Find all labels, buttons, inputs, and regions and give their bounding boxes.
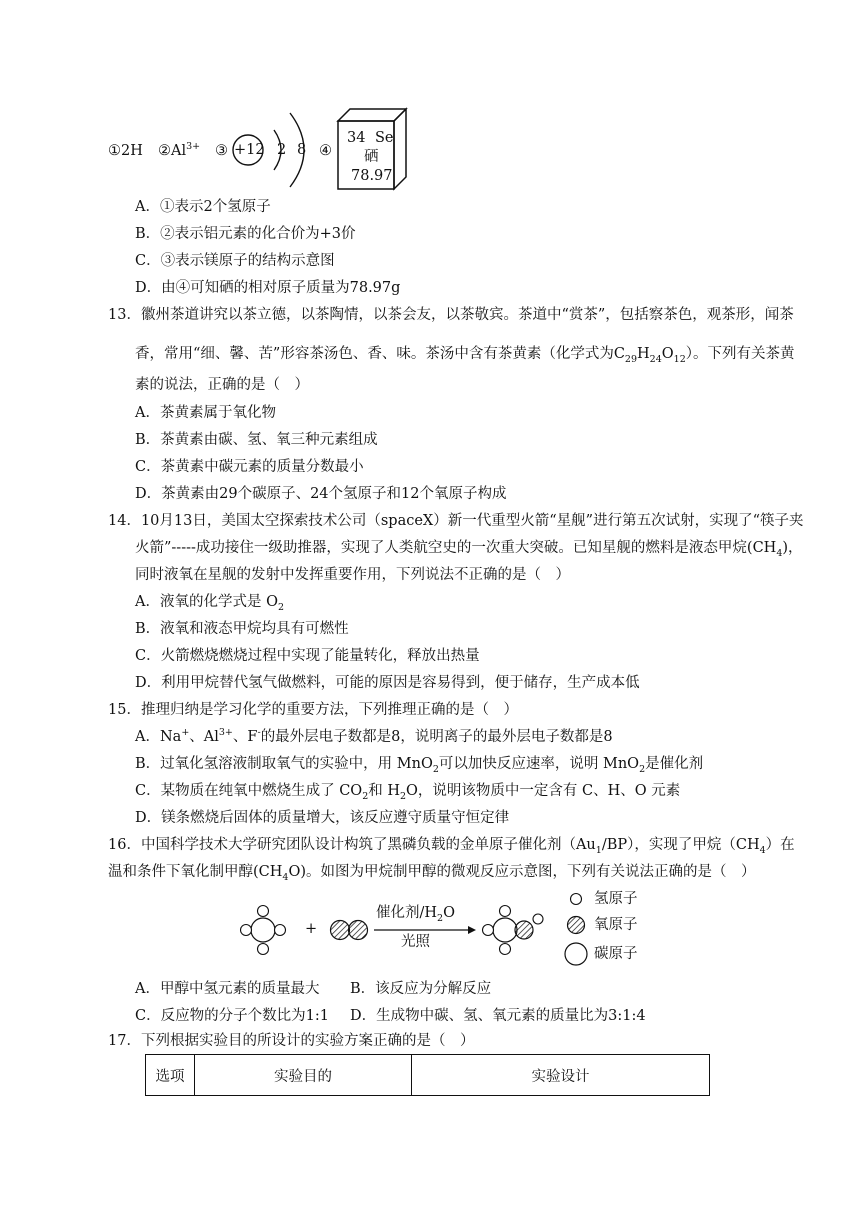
q16-option-d: D．生成物中碳、氢、氧元素的质量比为3:1:4 (350, 1008, 646, 1024)
element-atomic-mass: 78.97 (351, 168, 393, 184)
q15-a-3: 、F (232, 729, 258, 745)
q13-line2-pre: 香，常用“细、馨、苦”形容茶汤色、香、味。茶汤中含有茶黄素（化学式为C (135, 346, 625, 362)
q13-option-b: B．茶黄素由碳、氢、氧三种元素组成 (135, 432, 378, 448)
q15-c-1: C．某物质在纯氧中燃烧生成了 CO (135, 783, 363, 799)
header-design: 实验设计 (412, 1055, 710, 1096)
q12-option-a: A．①表示2个氢原子 (135, 199, 271, 215)
q13-stem-line2 (135, 344, 795, 364)
q15-b-sub2: 2 (639, 763, 646, 775)
q12-option-b: B．②表示铝元素的化合价为+3价 (135, 226, 356, 242)
q13-sub-c: 29 (624, 353, 638, 365)
q13-option-d: D．茶黄素由29个碳原子、24个氢原子和12个氧原子构成 (135, 486, 507, 502)
q13-stem-line1: 13．徽州茶道讲究以茶立德，以茶陶情，以茶会友，以茶敬宾。茶道中“赏茶”，包括察茶色，观茶形，闻茶 (108, 307, 794, 323)
q14-option-d: D．利用甲烷替代氢气做燃料，可能的原因是容易得到，便于储存，生产成本低 (135, 675, 640, 691)
q15-c-3: O，说明该物质中一定含有 C、H、O 元素 (406, 783, 681, 799)
header-purpose: 实验目的 (195, 1055, 412, 1096)
q13-sub-o: 12 (673, 353, 686, 365)
q12-shell2-count: 8 (297, 142, 307, 158)
q15-option-a (135, 727, 613, 747)
q14-line2-post: )， (782, 540, 803, 556)
q13-h: H (637, 346, 650, 362)
q15-c-2: 和 H (368, 783, 400, 799)
q15-b-2: 可以加快反应速率，说明 MnO (438, 756, 640, 772)
q16-stem-line1 (108, 835, 795, 855)
q16-l2-1: 温和条件下氧化制甲醇(CH (108, 864, 283, 880)
oxygen-molecule (331, 921, 368, 940)
q16-l1-2: /BP），实现了甲烷（CH (601, 837, 760, 853)
q14-stem-line1: 14．10月13日，美国太空探索技术公司（spaceX）新一代重型火箭“星舰”进行第五次试射，实现了“筷子夹 (108, 513, 804, 529)
reaction-plus-sign: + (305, 921, 318, 937)
reaction-condition-label: 光照 (401, 934, 430, 950)
q14-option-a (135, 592, 284, 612)
q17-stem-line1: 17．下列根据实验目的所设计的实验方案正确的是（ ） (108, 1033, 475, 1049)
q15-option-d: D．镁条燃烧后固体的质量增大，该反应遵守质量守恒定律 (135, 810, 510, 826)
q12-shell1-count: 2 (277, 142, 287, 158)
q14-opta-text: A．液氧的化学式是 O (135, 594, 278, 610)
catalyst-sub: 2 (437, 912, 444, 924)
q12-item3-label: ③ (215, 143, 228, 159)
q13-option-a: A．茶黄素属于氧化物 (135, 405, 276, 421)
legend-oxygen-label: 氧原子 (594, 917, 638, 933)
q15-a-4: 的最外层电子数都是8，说明离子的最外层电子数都是8 (260, 729, 613, 745)
atom-legend (565, 894, 587, 966)
q15-stem-line1: 15．推理归纳是学习化学的重要方法，下列推理正确的是（ ） (108, 702, 518, 718)
q15-option-b (135, 754, 703, 774)
q15-c-sub1: 2 (362, 790, 369, 802)
q15-b-3: 是催化剂 (645, 756, 704, 772)
q15-a-sup2: 3+ (218, 727, 233, 739)
reaction-catalyst-label (376, 903, 455, 923)
q14-stem-line3: 同时液氧在星舰的发射中发挥重要作用，下列说法不正确的是（ ） (135, 567, 570, 583)
q16-l1-sub2: 4 (759, 844, 766, 856)
q16-l1-1: 16．中国科学技术大学研究团队设计构筑了黑磷负载的金单原子催化剂（Au (108, 837, 596, 853)
q13-sub-h: 24 (649, 353, 662, 365)
q14-opta-sub: 2 (277, 601, 285, 613)
q15-option-c (135, 781, 680, 801)
q16-stem-line2 (108, 862, 756, 882)
q14-line2-pre: 火箭”-----成功接住一级助推器，实现了人类航空史的一次重大突破。已知星舰的燃料是液态甲烷(CH (135, 540, 777, 556)
q14-option-b: B．液氧和液态甲烷均具有可燃性 (135, 621, 349, 637)
experiment-table (145, 1054, 710, 1096)
methane-molecule (241, 906, 286, 955)
q14-sub: 4 (776, 547, 783, 559)
q16-l1-sub1: 1 (595, 844, 602, 856)
q14-option-c: C．火箭燃烧燃烧过程中实现了能量转化，释放出热量 (135, 648, 480, 664)
q16-option-c: C．反应物的分子个数比为1:1 (135, 1008, 329, 1024)
q12-option-d: D．由④可知硒的相对原子质量为78.97g (135, 280, 401, 296)
q12-item2-charge: 3+ (186, 141, 201, 153)
q15-a-sup3: - (257, 727, 261, 739)
q12-item4-label: ④ (319, 143, 332, 159)
legend-carbon-label: 碳原子 (594, 946, 638, 962)
q16-l1-3: ）在 (765, 837, 795, 853)
q15-a-sup1: + (181, 727, 190, 739)
legend-hydrogen-label: 氢原子 (594, 891, 638, 907)
header-option: 选项 (146, 1055, 195, 1096)
q12-nucleus-charge: +12 (234, 142, 265, 158)
q13-o: O (661, 346, 674, 362)
q13-option-c: C．茶黄素中碳元素的质量分数最小 (135, 459, 364, 475)
q15-a-2: 、Al (189, 729, 219, 745)
q12-option-c: C．③表示镁原子的结构示意图 (135, 253, 335, 269)
q16-option-a: A．甲醇中氢元素的质量最大 (135, 981, 320, 997)
element-atomic-number: 34 (347, 130, 366, 146)
q12-item2 (158, 141, 200, 161)
q15-b-sub1: 2 (432, 763, 439, 775)
q16-l2-2: O)。如图为甲烷制甲醇的微观反应示意图，下列有关说法正确的是（ ） (288, 864, 756, 880)
q16-option-b: B．该反应为分解反应 (350, 981, 492, 997)
q14-stem-line2 (135, 538, 803, 558)
methanol-molecule (483, 906, 544, 955)
element-symbol: Se (375, 130, 394, 146)
q15-a-1: A．Na (135, 729, 182, 745)
q12-item1: ①2H (108, 143, 143, 159)
q12-item2-text: ②Al (158, 143, 187, 159)
table-header-row (146, 1055, 710, 1096)
q13-line2-post: ）。下列有关茶黄 (685, 346, 795, 362)
catalyst-text-2: O (443, 905, 455, 921)
element-name: 硒 (364, 149, 379, 165)
q16-l2-sub: 4 (282, 871, 289, 883)
q15-c-sub2: 2 (400, 790, 407, 802)
q15-b-1: B．过氧化氢溶液制取氧气的实验中，用 MnO (135, 756, 433, 772)
catalyst-text: 催化剂/H (376, 905, 438, 921)
q13-stem-line3: 素的说法，正确的是（ ） (135, 377, 309, 393)
